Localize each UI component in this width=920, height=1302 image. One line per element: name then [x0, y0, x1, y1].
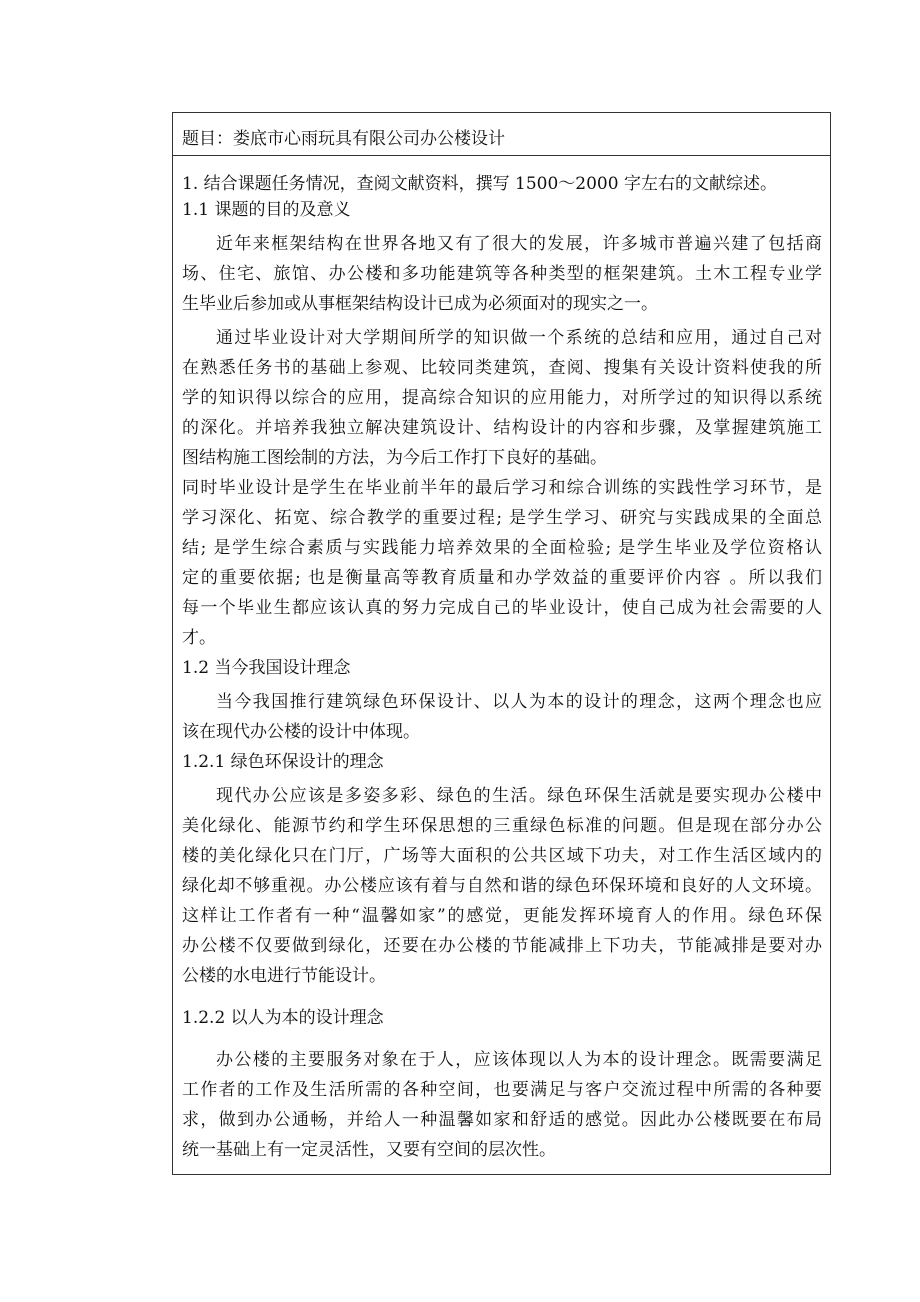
text-line: 办公楼不仅要做到绿化，还要在办公楼的节能减排上下功夫，节能减排是要对办	[182, 936, 822, 956]
text-line: 每一个毕业生都应该认真的努力完成自己的毕业设计，使自己成为社会需要的人	[182, 598, 822, 618]
text-line: 求，做到办公通畅，并给人一种温馨如家和舒适的感觉。因此办公楼既要在布局	[182, 1110, 822, 1130]
text-line: 绿化却不够重视。办公楼应该有着与自然和谐的绿色环保环境和良好的人文环境。	[182, 876, 822, 896]
text-line: 公楼的水电进行节能设计。	[182, 966, 386, 986]
text-line: 场、住宅、旅馆、办公楼和多功能建筑等各种类型的框架建筑。土木工程专业学	[182, 264, 822, 284]
text-line: 近年来框架结构在世界各地又有了很大的发展，许多城市普遍兴建了包括商	[216, 234, 822, 254]
text-line: 办公楼的主要服务对象在于人，应该体现以人为本的设计理念。既需要满足	[216, 1050, 822, 1070]
text-line: 同时毕业设计是学生在毕业前半年的最后学习和综合训练的实践性学习环节，是	[182, 478, 822, 498]
section-heading: 1.1 课题的目的及意义	[182, 200, 351, 220]
text-line: 学习深化、拓宽、综合教学的重要过程; 是学生学习、研究与实践成果的全面总	[182, 508, 822, 528]
text-line: 学的知识得以综合的应用，提高综合知识的应用能力，对所学过的知识得以系统	[182, 388, 822, 408]
text-line: 才。	[182, 628, 216, 648]
thesis-title: 题目：娄底市心雨玩具有限公司办公楼设计	[182, 129, 505, 149]
text-line: 现代办公应该是多姿多彩、绿色的生活。绿色环保生活就是要实现办公楼中	[216, 786, 822, 806]
text-line: 美化绿化、能源节约和学生环保思想的三重绿色标准的问题。但是现在部分办公	[182, 816, 822, 836]
section-heading: 1.2.2 以人为本的设计理念	[182, 1008, 384, 1028]
text-line: 通过毕业设计对大学期间所学的知识做一个系统的总结和应用，通过自己对	[216, 328, 822, 348]
text-line: 统一基础上有一定灵活性，又要有空间的层次性。	[182, 1140, 556, 1160]
section-heading: 1.2.1 绿色环保设计的理念	[182, 752, 384, 772]
text-line: 在熟悉任务书的基础上参观、比较同类建筑，查阅、搜集有关设计资料使我的所	[182, 358, 822, 378]
text-line: 结; 是学生综合素质与实践能力培养效果的全面检验; 是学生毕业及学位资格认	[182, 538, 822, 558]
text-line: 当今我国推行建筑绿色环保设计、以人为本的设计的理念，这两个理念也应	[216, 692, 822, 712]
review-form-table	[172, 112, 831, 1175]
text-line: 定的重要依据; 也是衡量高等教育质量和办学效益的重要评价内容 。所以我们	[182, 568, 822, 588]
text-line: 工作者的工作及生活所需的各种空间，也要满足与客户交流过程中所需的各种要	[182, 1080, 822, 1100]
text-line: 楼的美化绿化只在门厅，广场等大面积的公共区域下功夫，对工作生活区域内的	[182, 846, 822, 866]
section-heading: 1.2 当今我国设计理念	[182, 658, 351, 678]
title-row	[173, 113, 830, 156]
task-instruction: 1. 结合课题任务情况，查阅文献资料，撰写 1500～2000 字左右的文献综述。	[182, 174, 777, 194]
text-line: 图结构施工图绘制的方法，为今后工作打下良好的基础。	[182, 448, 607, 468]
text-line: 这样让工作者有一种“温馨如家”的感觉，更能发挥环境育人的作用。绿色环保	[182, 906, 822, 926]
text-line: 生毕业后参加或从事框架结构设计已成为必须面对的现实之一。	[182, 294, 658, 314]
text-line: 该在现代办公楼的设计中体现。	[182, 722, 420, 742]
text-line: 的深化。并培养我独立解决建筑设计、结构设计的内容和步骤，及掌握建筑施工	[182, 418, 822, 438]
